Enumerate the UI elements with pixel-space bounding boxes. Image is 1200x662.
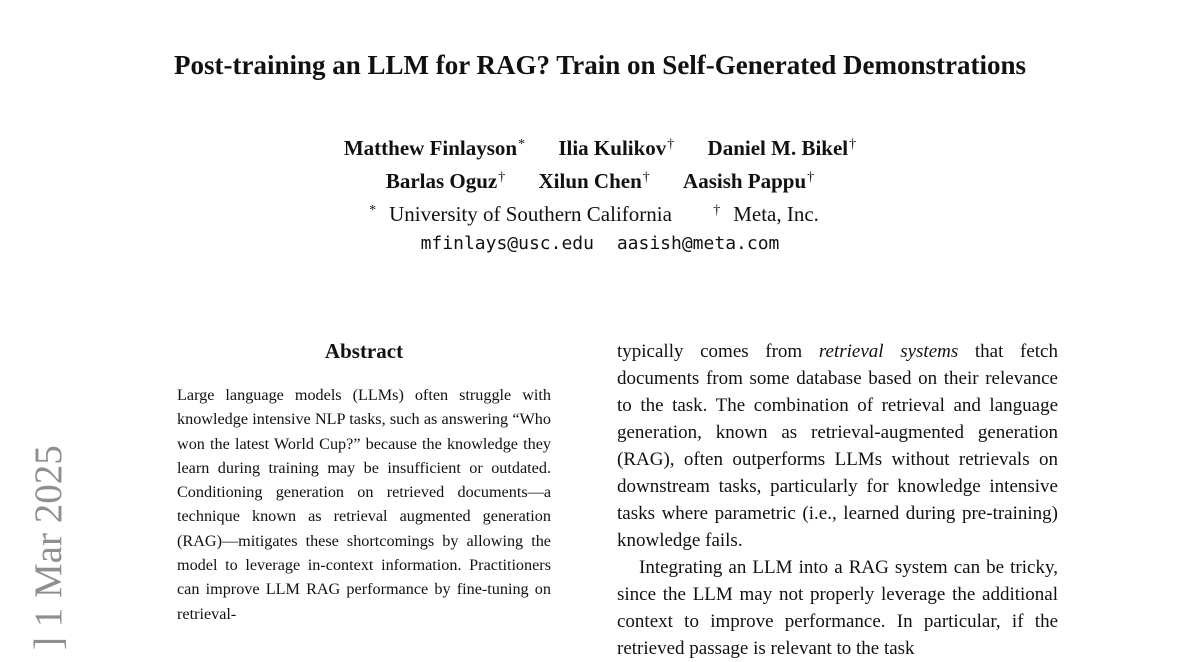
affiliation-line (0, 196, 1200, 229)
author-line-1 (0, 130, 1200, 163)
author-finlayson: Matthew Finlayson* (343, 136, 526, 160)
intro-paragraph-2: Integrating an LLM into a RAG system can be tricky, since the LLM may not properly leverage the additional context to improve performance. In particular, if the retrieved passage is relevant to the task (617, 557, 1058, 659)
author-pappu: Aasish Pappu† (683, 169, 815, 193)
abstract-heading: Abstract (324, 339, 404, 363)
author-kulikov: Ilia Kulikov† (558, 136, 675, 160)
email-line (0, 229, 1200, 259)
arxiv-side-stamp: ] 1 Mar 2025 (27, 445, 70, 650)
abstract-column (177, 337, 551, 626)
affiliation-usc: * University of Southern California (369, 202, 672, 226)
retrieval-systems-emphasis: retrieval systems (818, 341, 959, 362)
author-line-2 (0, 163, 1200, 196)
introduction-column (617, 338, 1058, 662)
intro-paragraph-1: typically comes from retrieval systems that fetch documents from some database based on their relevance to the task. The combination of retrieval and language generation, known as retrieval-augmented generation (RAG), often outperforms LLMs without retrievals on downstream tasks, particularly for knowledge intensive tasks where parametric (i.e., learned during pre-training) knowledge fails. (617, 341, 1058, 551)
email-finlayson: mfinlays@usc.edu (420, 233, 594, 254)
abstract-text: Large language models (LLMs) often struggle with knowledge intensive NLP tasks, such as answering “Who won the latest World Cup?” because the knowledge they learn during training may be insufficient or outdated. Conditioning generation on retrieved documents—a technique known as retrieval augmented generation (RAG)—mitigates these shortcomings by allowing the model to leverage in-context information. Practitioners can improve LLM RAG performance by fine-tuning on retrieval- (177, 386, 551, 623)
affiliation-meta: † Meta, Inc. (713, 202, 819, 226)
author-oguz: Barlas Oguz† (385, 169, 506, 193)
paper-title: Post-training an LLM for RAG? Train on Self-Generated Demonstrations (174, 50, 1026, 80)
author-bikel: Daniel M. Bikel† (707, 136, 857, 160)
author-chen: Xilun Chen† (538, 169, 650, 193)
author-block (0, 130, 1200, 259)
email-pappu: aasish@meta.com (616, 233, 780, 254)
